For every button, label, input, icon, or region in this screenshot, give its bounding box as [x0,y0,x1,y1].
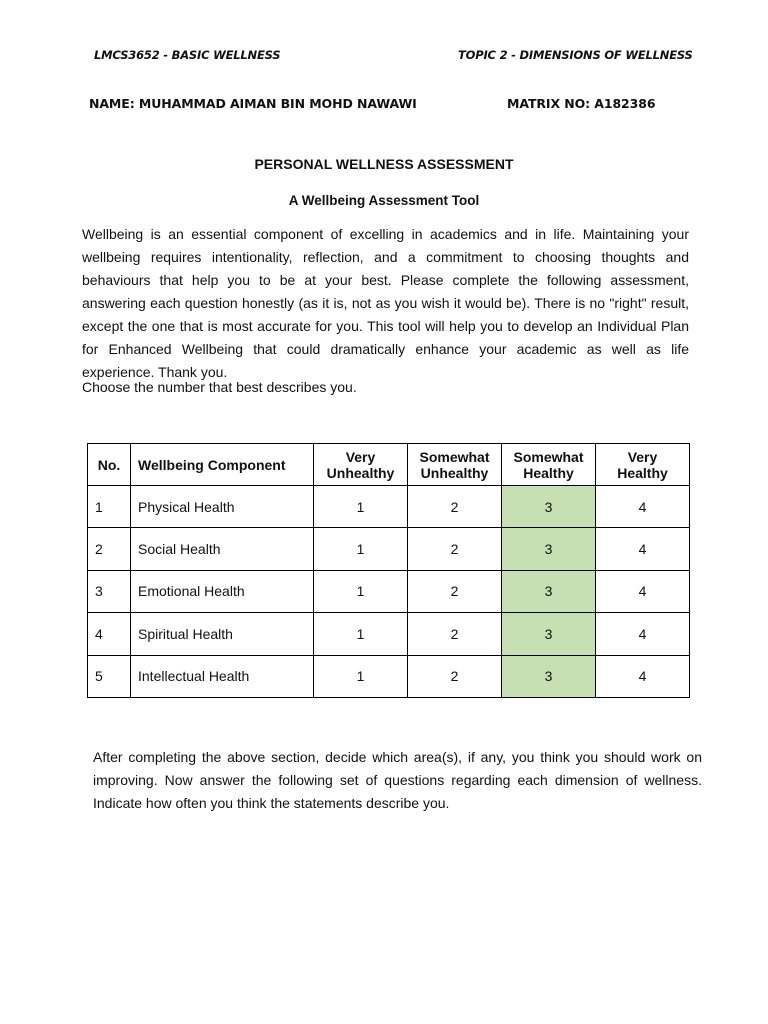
score-cell[interactable]: 4 [596,528,690,570]
score-cell[interactable]: 4 [596,655,690,697]
assessment-table [87,443,690,698]
document-title: PERSONAL WELLNESS ASSESSMENT [254,156,514,172]
score-cell[interactable]: 4 [596,613,690,655]
col-header-component: Wellbeing Component [131,444,314,486]
col-header-somewhat-healthy [502,444,596,486]
col-header-somewhat-unhealthy [408,444,502,486]
header-line: Somewhat [419,448,490,465]
row-number: 3 [88,570,131,612]
follow-up-paragraph: After completing the above section, decide which area(s), if any, you think you should work on improving. Now answer the following set of questions regarding each dimension of wellness. Indicate how often you think the statements describe you. [93,749,702,811]
table-header-row [88,444,690,486]
matrix-number: MATRIX NO: A182386 [507,96,656,111]
table-row [88,613,690,655]
header-line: Unhealthy [420,464,489,481]
table-row [88,570,690,612]
col-header-very-healthy [596,444,690,486]
score-cell[interactable]: 2 [408,570,502,612]
score-cell[interactable]: 2 [408,528,502,570]
score-cell[interactable]: 4 [596,486,690,528]
score-cell[interactable]: 1 [314,655,408,697]
score-cell[interactable]: 1 [314,613,408,655]
document-subtitle: A Wellbeing Assessment Tool [288,193,480,208]
course-code: LMCS3652 - BASIC WELLNESS [94,48,281,62]
row-number: 1 [88,486,131,528]
header-line: Healthy [523,464,574,481]
table-row [88,486,690,528]
row-number: 4 [88,613,131,655]
header-line: Very [627,448,658,465]
score-cell[interactable]: 2 [408,655,502,697]
col-header-very-unhealthy [314,444,408,486]
component-name: Emotional Health [131,570,314,612]
header-line: Very [345,448,376,465]
col-header-no: No. [88,444,131,486]
component-name: Spiritual Health [131,613,314,655]
header-line: Somewhat [513,448,584,465]
score-cell[interactable]: 3 [502,528,596,570]
score-cell[interactable]: 3 [502,486,596,528]
instruction-text: Choose the number that best describes you. [82,379,357,395]
row-number: 5 [88,655,131,697]
component-name: Social Health [131,528,314,570]
score-cell[interactable]: 2 [408,613,502,655]
table-row [88,528,690,570]
row-number: 2 [88,528,131,570]
score-cell[interactable]: 1 [314,486,408,528]
score-cell[interactable]: 2 [408,486,502,528]
header-line: Healthy [617,464,668,481]
score-cell[interactable]: 1 [314,570,408,612]
component-name: Intellectual Health [131,655,314,697]
score-cell[interactable]: 4 [596,570,690,612]
header-line: Unhealthy [326,464,395,481]
score-cell[interactable]: 3 [502,655,596,697]
intro-paragraph: Wellbeing is an essential component of excelling in academics and in life. Maintaining your wellbeing requires intentionality, reflection, and a commitment to choosing thoughts and behaviours that help you to be at your best. Please complete the following assessment, answering each question honestly (as it is, not as you wish it would be). There is no "right" result, except the one that is most accurate for you. This tool will help you to develop an Individual Plan for Enhanced Wellbeing that could dramatically enhance your academic as well as life experience. Thank you. [82,226,689,380]
score-cell[interactable]: 3 [502,613,596,655]
score-cell[interactable]: 1 [314,528,408,570]
student-name: NAME: MUHAMMAD AIMAN BIN MOHD NAWAWI [89,96,417,111]
component-name: Physical Health [131,486,314,528]
topic-title: TOPIC 2 - DIMENSIONS OF WELLNESS [458,48,693,62]
score-cell[interactable]: 3 [502,570,596,612]
table-row [88,655,690,697]
